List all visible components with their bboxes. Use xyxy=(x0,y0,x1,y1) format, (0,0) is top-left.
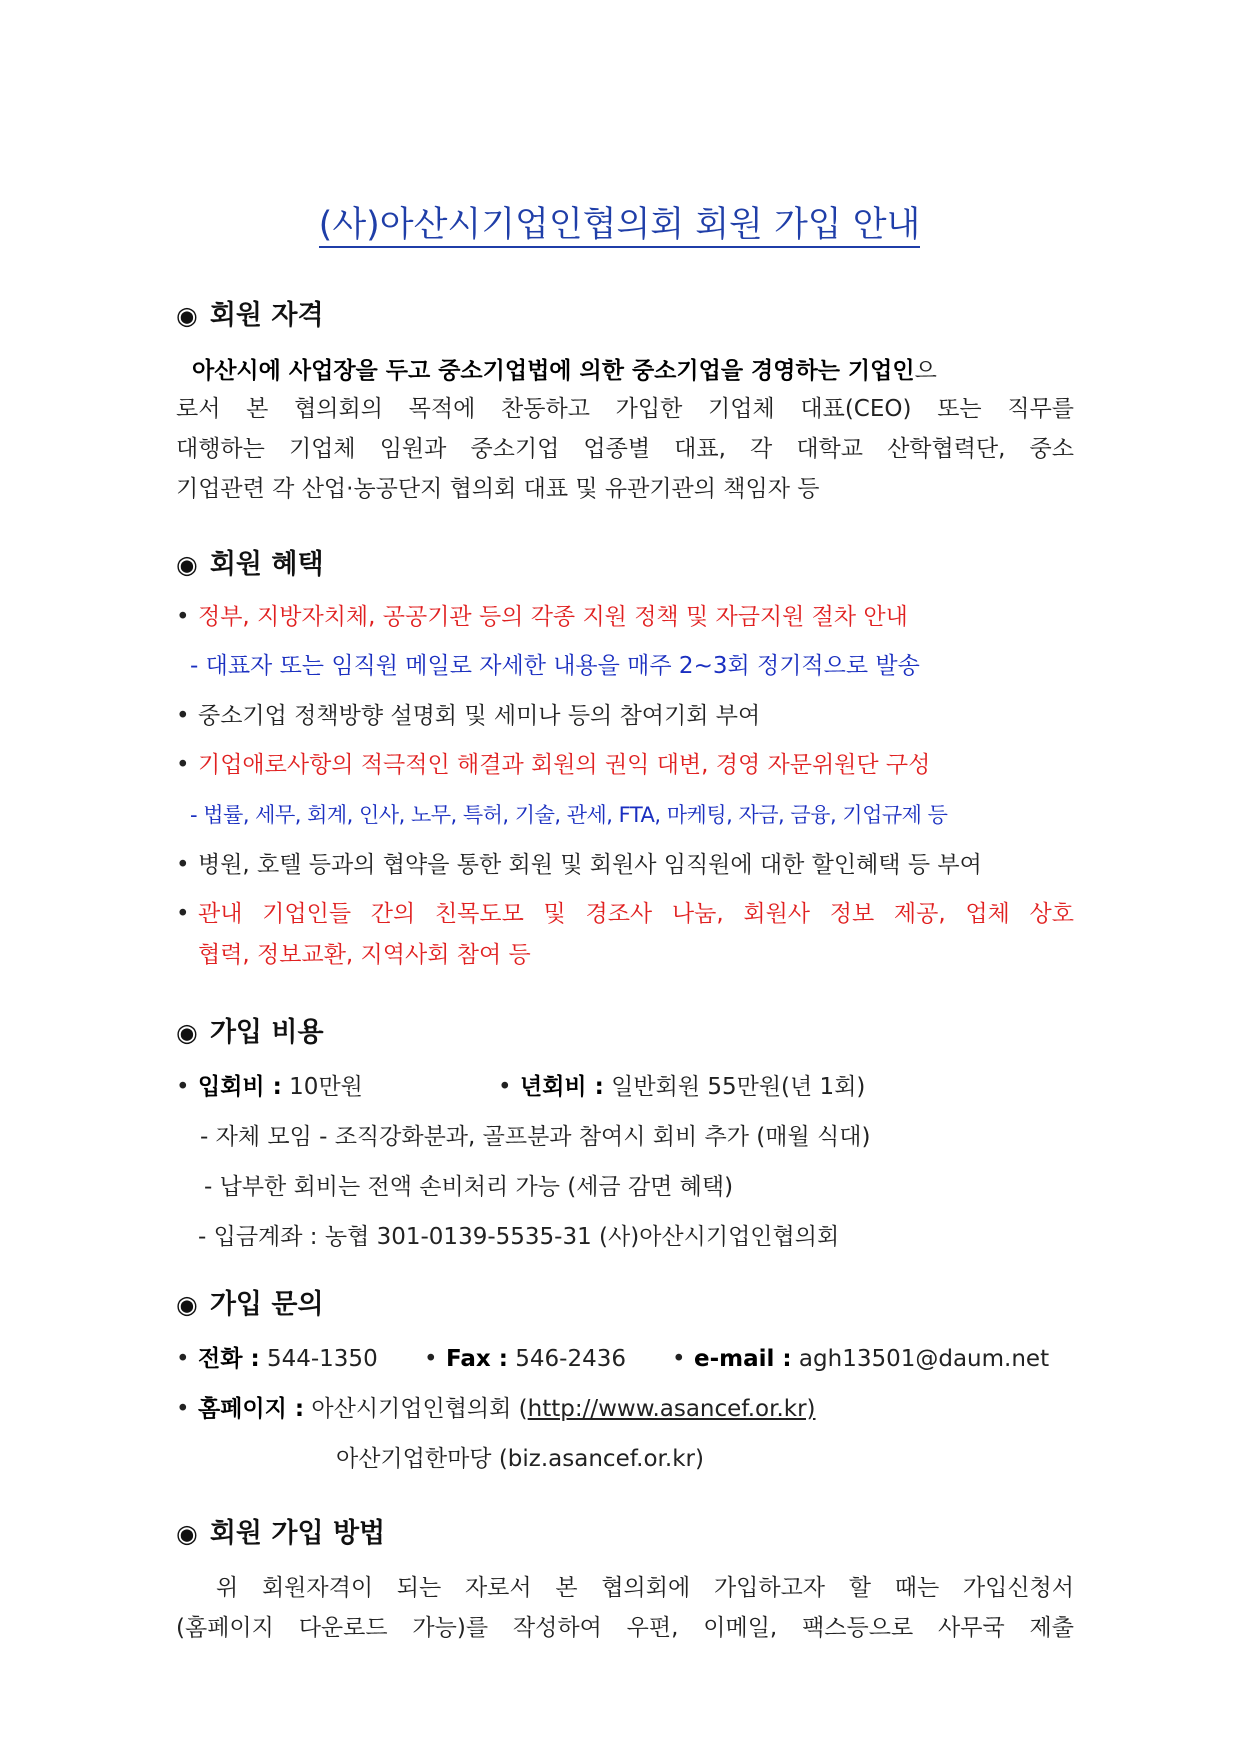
heading-mark-icon: ◉ xyxy=(176,1290,198,1319)
fee-entry: • 입회비 : 10만원 xyxy=(176,1074,363,1100)
heading-mark-icon: ◉ xyxy=(176,1018,198,1047)
benefit-item-1-sub: - 대표자 또는 임직원 메일로 자세한 내용을 매주 2~3회 정기적으로 발송 xyxy=(190,653,920,679)
benefit-item-3: • 기업애로사항의 적극적인 해결과 회원의 권익 대변, 경영 자문위원단 구성 xyxy=(176,752,931,778)
heading-mark-icon: ◉ xyxy=(176,550,198,579)
benefit-item-3-sub: - 법률, 세무, 회계, 인사, 노무, 특허, 기술, 관세, FTA, 마케팅, 자금, 금융, 기업규제 등 xyxy=(190,803,948,827)
benefit-item-1: • 정부, 지방자치체, 공공기관 등의 각종 지원 정책 및 자금지원 절차 안내 xyxy=(176,604,908,630)
method-line-1: 위 회원자격이 되는 자로서 본 협의회에 가입하고자 할 때는 가입신청서 xyxy=(216,1575,1074,1601)
fee-annual: • 년회비 : 일반회원 55만원(년 1회) xyxy=(498,1074,866,1100)
contact-homepage-2: 아산기업한마당 (biz.asancef.or.kr) xyxy=(336,1446,704,1472)
contact-phone: • 전화 : 544-1350 xyxy=(176,1346,378,1372)
contact-email: • e-mail : agh13501@daum.net xyxy=(672,1346,1050,1372)
heading-mark-icon: ◉ xyxy=(176,1519,198,1548)
section-heading-eligibility: ◉ 회원 자격 xyxy=(176,300,324,331)
section-heading-inquiry: ◉ 가입 문의 xyxy=(176,1289,324,1320)
section-heading-fees: ◉ 가입 비용 xyxy=(176,1017,324,1048)
eligibility-line-1: 아산시에 사업장을 두고 중소기업법에 의한 중소기업을 경영하는 기업인으 xyxy=(192,358,937,384)
section-heading-benefits: ◉ 회원 혜택 xyxy=(176,549,324,580)
fee-sub-2: - 납부한 회비는 전액 손비처리 가능 (세금 감면 혜택) xyxy=(204,1174,734,1200)
page-title: (사)아산시기업인협의회 회원 가입 안내 xyxy=(0,203,1239,247)
fee-sub-3: - 입금계좌 : 농협 301-0139-5535-31 (사)아산시기업인협의회 xyxy=(198,1224,840,1250)
fee-sub-1: - 자체 모임 - 조직강화분과, 골프분과 참여시 회비 추가 (매월 식대) xyxy=(200,1124,871,1150)
heading-mark-icon: ◉ xyxy=(176,301,198,330)
eligibility-line-3: 대행하는 기업체 임원과 중소기업 업종별 대표, 각 대학교 산학협력단, 중소 xyxy=(176,436,1074,462)
benefit-item-5-cont: 협력, 정보교환, 지역사회 참여 등 xyxy=(198,942,531,968)
contact-fax: • Fax : 546-2436 xyxy=(424,1346,626,1372)
contact-homepage: • 홈페이지 : 아산시기업인협의회 (http://www.asancef.or.kr) xyxy=(176,1396,816,1422)
eligibility-line-2: 로서 본 협의회의 목적에 찬동하고 가입한 기업체 대표(CEO) 또는 직무를 xyxy=(176,396,1074,422)
benefit-item-2: • 중소기업 정책방향 설명회 및 세미나 등의 참여기회 부여 xyxy=(176,703,761,729)
eligibility-line-4: 기업관련 각 산업·농공단지 협의회 대표 및 유관기관의 책임자 등 xyxy=(176,476,820,502)
benefit-item-5: • 관내 기업인들 간의 친목도모 및 경조사 나눔, 회원사 정보 제공, 업체 상호 xyxy=(176,901,1074,927)
method-line-2: (홈페이지 다운로드 가능)를 작성하여 우편, 이메일, 팩스등으로 사무국 제출 xyxy=(176,1615,1074,1641)
section-heading-method: ◉ 회원 가입 방법 xyxy=(176,1518,386,1549)
homepage-link[interactable]: http://www.asancef.or.kr) xyxy=(527,1396,816,1422)
benefit-item-4: • 병원, 호텔 등과의 협약을 통한 회원 및 회원사 임직원에 대한 할인혜택 등 부여 xyxy=(176,852,982,878)
